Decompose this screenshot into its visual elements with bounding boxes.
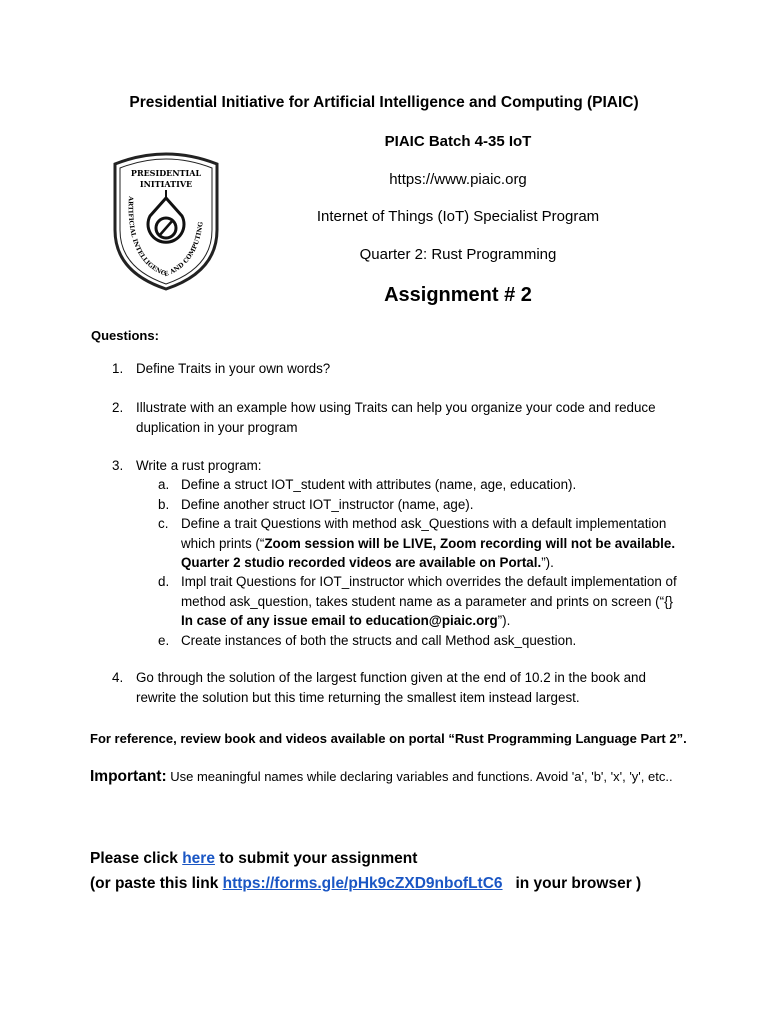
question-text: Illustrate with an example how using Traits can help you organize your code and reduce duplication in your program [136,400,656,435]
piaic-logo [107,144,225,292]
submit-line-2 [90,875,641,893]
submit-text-post: to submit your assignment [214,850,418,867]
question-text: Define Traits in your own words? [136,361,331,376]
sub-text-bold: Zoom session will be LIVE, Zoom recording will not be available. Quarter 2 studio recorded videos are available on Portal. [181,535,676,570]
sub-text-post: ”). [541,555,554,570]
sub-letter: c. [158,516,169,531]
questions-label: Questions: [91,328,159,343]
quarter-title: Quarter 2: Rust Programming [359,246,557,263]
sub-text: Create instances of both the structs and call Method ask_question. [181,633,577,648]
sub-text: Define another struct IOT_instructor (name, age). [181,497,474,512]
logo-text-presidential: PRESIDENTIAL [130,168,202,178]
reference-note: For reference, review book and videos available on portal “Rust Programming Language Part 2”. [90,731,687,746]
sub-text [181,572,687,631]
submit-link-post: in your browser ) [502,875,642,892]
logo-arc-textpath: ARTIFICIAL INTELLIGENCE AND COMPUTING [126,196,205,279]
sub-letter: e. [158,633,170,648]
sub-text-post: ”). [497,613,511,628]
important-note [90,765,690,788]
sub-text-pre: Define a trait Questions with method ask_Questions with a default implementation which prints (“ [181,516,667,551]
question-number: 1. [112,361,124,376]
program-title: Internet of Things (IoT) Specialist Program [316,208,600,225]
website-text: https://www.piaic.org [389,171,527,188]
batch-title: PIAIC Batch 4-35 IoT [384,133,532,150]
submit-line-1 [90,850,417,868]
sub-text-pre: Impl trait Questions for IOT_instructor which overrides the default implementation of method ask_question, takes student name as a parameter and prints on screen (“{} [181,574,677,609]
submit-text-pre: Please click [90,850,183,867]
sub-text-bold: In case of any issue email to education@piaic.org [181,613,498,628]
logo-text-initiative: INITIATIVE [139,179,193,189]
question-number: 4. [112,670,124,685]
important-label: Important: [90,768,167,785]
sub-letter: d. [158,574,170,589]
question-number: 2. [112,400,124,415]
org-title: Presidential Initiative for Artificial Intelligence and Computing (PIAIC) [129,94,639,111]
submit-form-link[interactable]: https://forms.gle/pHk9cZXD9nbofLtC6 [222,875,503,892]
sub-text [181,514,687,573]
submit-here-link[interactable]: here [182,850,215,867]
assignment-title: Assignment # 2 [384,284,532,306]
question-text: Write a rust program: [136,458,262,473]
important-text: Use meaningful names while declaring variables and functions. Avoid 'a', 'b', 'x', 'y', etc.. [166,769,673,784]
sub-letter: a. [158,477,170,492]
sub-text: Define a struct IOT_student with attributes (name, age, education). [181,477,577,492]
question-number: 3. [112,458,124,473]
question-text: Go through the solution of the largest function given at the end of 10.2 in the book and rewrite the solution but this time returning the smallest item instead largest. [136,670,646,705]
sub-letter: b. [158,497,170,512]
submit-link-pre: (or paste this link [90,875,223,892]
